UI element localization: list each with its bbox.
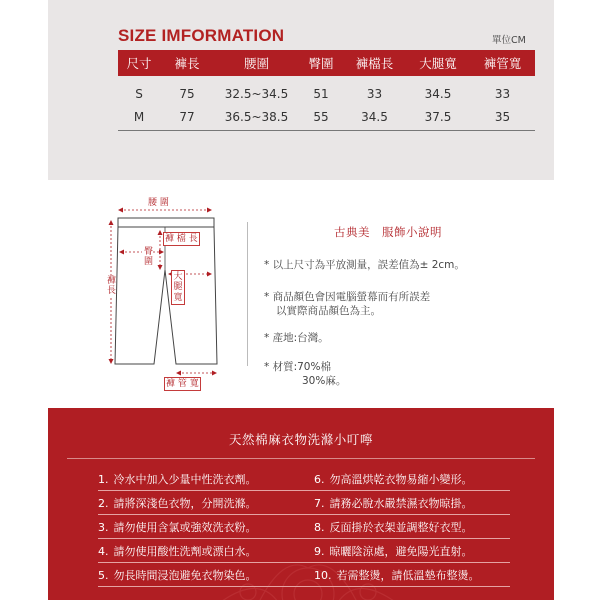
hem-label: 褲 管 寬 [164,377,201,391]
tip-text: 請勿使用含氯或強效洗衣粉。 [113,521,257,534]
table-cell: 32.5~34.5 [224,86,289,101]
tip-text: 請勿使用酸性洗劑或漂白水。 [113,545,257,558]
rise-label: 褲 檔 長 [163,232,200,246]
table-cell: 33 [494,86,511,101]
hip-label: 臀圍 [144,247,154,268]
tip-text: 請將深淺色衣物，分開洗滌。 [113,497,257,510]
header-cell: 腰圍 [243,56,269,71]
length-label: 褲長 [107,276,117,297]
table-bottom-rule [118,130,535,131]
tip-text: 勿長時間浸泡避免衣物染色。 [113,569,257,582]
table-cell: M [133,109,145,124]
note-text: * 商品顏色會因電腦螢幕而有所誤差 [264,291,431,303]
list-item [98,519,342,539]
table-cell: 35 [494,109,511,124]
tip-text: 反面掛於衣架並調整好衣型。 [329,521,473,534]
size-table [118,50,535,131]
list-item [314,471,510,491]
tips-divider [67,458,535,459]
table-cell: 34.5 [424,86,452,101]
tip-number: 4. [98,545,109,558]
pants-measurement-diagram [88,196,248,392]
tip-text: 勿高溫烘乾衣物易縮小變形。 [329,473,473,486]
list-item [98,567,342,587]
tip-number: 7. [314,497,325,510]
table-cell: 77 [179,109,195,124]
tip-text: 若需整燙，請低溫墊布整燙。 [336,569,480,582]
list-item [314,519,510,539]
tips-title: 天然棉麻衣物洗滌小叮嚀 [228,432,374,447]
note-text: 以實際商品顏色為主。 [276,305,381,317]
table-cell: S [135,86,143,101]
size-title: SIZE IMFORMATION [118,26,285,45]
note-text: * 產地:台灣。 [264,332,329,344]
table-cell: 55 [313,109,329,124]
table-cell: 51 [313,86,329,101]
list-item [98,471,342,491]
tip-number: 2. [98,497,109,510]
tip-text: 晾曬陰涼處，避免陽光直射。 [329,545,473,558]
header-cell: 尺寸 [126,56,152,71]
header-cell: 褲管寬 [483,56,522,71]
header-cell: 褲長 [174,56,200,71]
list-item [314,567,510,587]
note-text: 30%麻。 [302,375,347,387]
table-row [118,105,535,128]
tip-text: 請務必脫水嚴禁濕衣物晾掛。 [329,497,473,510]
note-item [264,258,465,272]
list-item [314,543,510,563]
tip-number: 6. [314,473,325,486]
header-cell: 大腿寬 [419,56,457,71]
header-cell: 褲檔長 [355,56,394,71]
notes-title: 古典美 服飾小說明 [334,225,442,239]
tip-number: 9. [314,545,325,558]
note-item [264,360,346,388]
waist-label: 腰 圍 [148,198,169,208]
divider [247,222,248,366]
size-table-header [118,50,535,76]
note-text: * 以上尺寸為平放測量，誤差值為± 2cm。 [264,259,465,271]
unit-label: 單位CM [492,35,526,46]
header-cell: 臀圍 [308,56,334,71]
thigh-label: 大腿寬 [171,270,185,305]
washing-tips-box [48,408,554,600]
table-cell: 75 [179,86,195,101]
table-cell: 37.5 [424,109,452,124]
note-item [264,290,430,318]
tip-number: 8. [314,521,325,534]
note-item [264,331,329,345]
tip-number: 1. [98,473,109,486]
table-cell: 36.5~38.5 [224,109,289,124]
size-information-section [48,0,554,180]
table-row [118,82,535,105]
list-item [98,543,342,563]
tip-number: 3. [98,521,109,534]
table-cell: 34.5 [361,109,388,124]
list-item [314,495,510,515]
table-cell: 33 [366,86,383,101]
tip-number: 5. [98,569,109,582]
list-item [98,495,342,515]
note-text: * 材質:70%棉 [264,361,331,373]
tip-number: 10. [314,569,332,582]
tip-text: 冷水中加入少量中性洗衣劑。 [113,473,257,486]
